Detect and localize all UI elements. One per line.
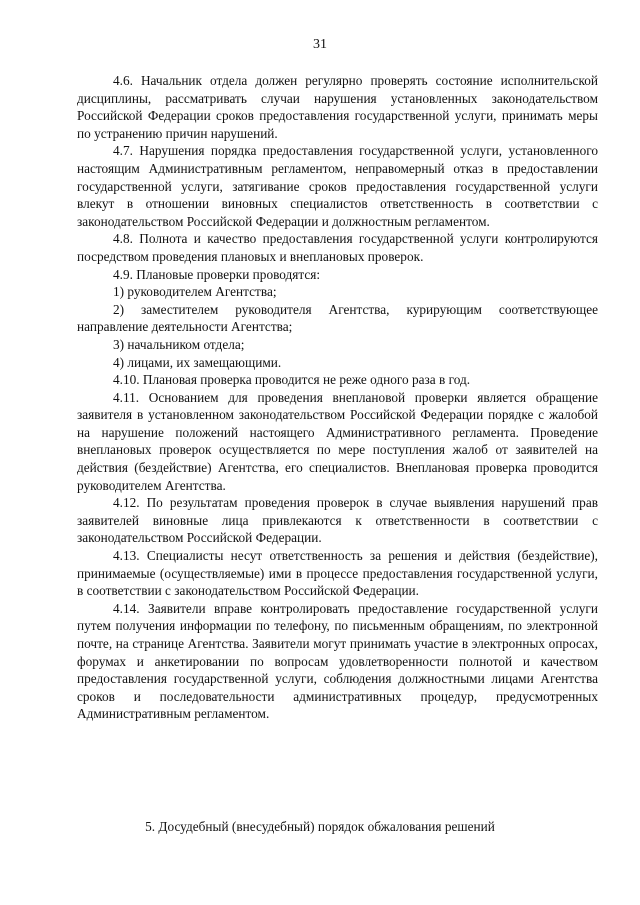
paragraph-4-11: 4.11. Основанием для проведения внеплановой проверки является обращение заявителя в установленном законодательством Российской Федерации порядке с жалобой на нарушение положений настоящего Административного регламента. Проведение внеплановых проверок осуществляется по мере поступления жалоб от заявителей на действия (бездействие) Агентства, его специалистов. Внеплановая проверка проводится руководителем Агентства.: [77, 389, 598, 493]
section-heading: 5. Досудебный (внесудебный) порядок обжалования решений: [145, 819, 495, 834]
paragraph-4-14: 4.14. Заявители вправе контролировать предоставление государственной услуги путем получения информации по телефону, по письменным обращениям, по электронной почте, на странице Агентства. Заявители могут принимать участие в электронных опросах, форумах и анкетировании по вопросам удовлетворенности полнотой и качеством предоставления государственной услуги, соблюдения должностными лицами Агентства сроков и последовательности административных процедур, предусмотренных Административным регламентом.: [77, 600, 598, 722]
page-number: 31: [313, 37, 327, 52]
document-body: [77, 72, 598, 723]
list-item-1: 1) руководителем Агентства;: [113, 284, 277, 300]
paragraph-4-13: 4.13. Специалисты несут ответственность за решения и действия (бездействие), принимаемые (осуществляемые) ими в процессе предоставления государственной услуги, в соответствии с законодательством Российской Федерации.: [77, 548, 598, 599]
list-item-2: 2) заместителем руководителя Агентства, курирующим соответствующее направление деятельности Агентства;: [77, 301, 598, 335]
paragraph-4-8: 4.8. Полнота и качество предоставления государственной услуги контролируются посредством проведения плановых и внеплановых проверок.: [77, 231, 598, 264]
paragraph-4-7: 4.7. Нарушения порядка предоставления государственной услуги, установленного настоящим Административным регламентом, неправомерный отказ в предоставлении государственной услуги, затягивание сроков предоставления государственной услуги влекут в отношении виновных специалистов ответственность в соответствии с законодательством Российской Федерации и должностным регламентом.: [77, 143, 598, 229]
list-item-4: 4) лицами, их замещающими.: [113, 354, 282, 370]
paragraph-4-9: 4.9. Плановые проверки проводятся:: [113, 266, 321, 282]
paragraph-4-10: 4.10. Плановая проверка проводится не реже одного раза в год.: [113, 372, 471, 388]
paragraph-4-6: 4.6. Начальник отдела должен регулярно проверять состояние исполнительской дисциплины, рассматривать случаи нарушения установленных законодательством Российской Федерации сроков предоставления государственной услуги, принимать меры по устранению причин нарушений.: [77, 73, 598, 141]
paragraph-4-12: 4.12. По результатам проведения проверок в случае выявления нарушений прав заявителей виновные лица привлекаются к ответственности в соответствии с законодательством Российской Федерации.: [77, 495, 598, 546]
list-item-3: 3) начальником отдела;: [113, 336, 245, 352]
